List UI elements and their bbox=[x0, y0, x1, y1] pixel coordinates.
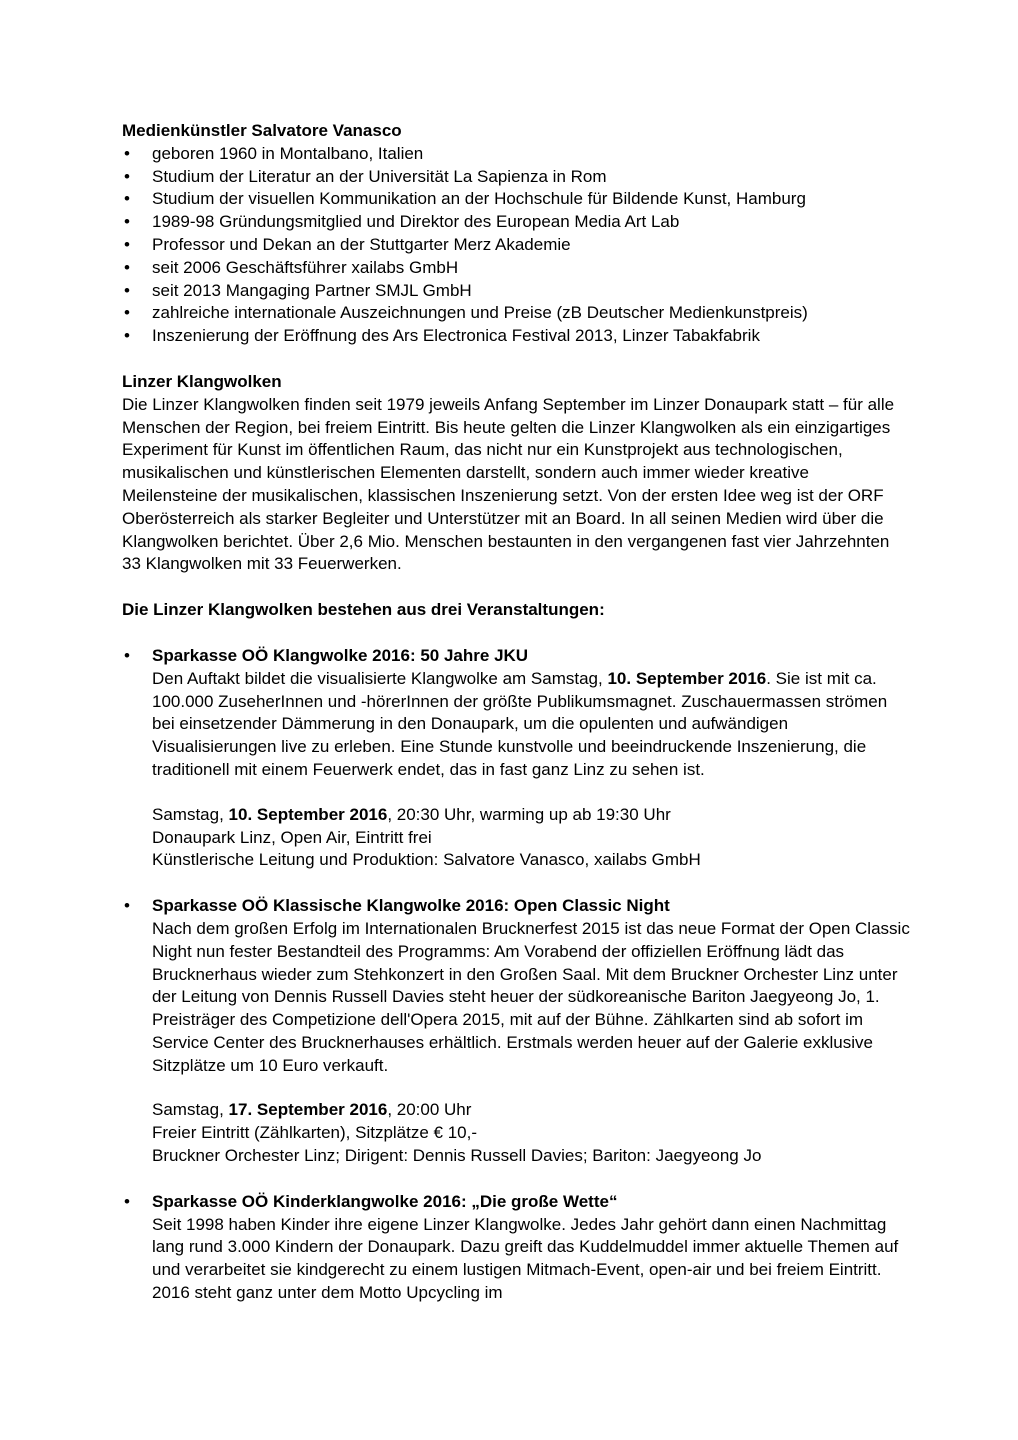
bullet-icon: • bbox=[124, 189, 130, 209]
bullet-icon: • bbox=[124, 212, 130, 232]
list-item bbox=[122, 302, 912, 325]
event-title: Sparkasse OÖ Klangwolke 2016: 50 Jahre JKU bbox=[152, 645, 529, 665]
list-item-text: seit 2013 Mangaging Partner SMJL GmbH bbox=[152, 280, 472, 300]
list-item-text: geboren 1960 in Montalbano, Italien bbox=[152, 143, 424, 163]
bullet-icon: • bbox=[124, 234, 130, 254]
list-item bbox=[122, 325, 912, 348]
list-item-text: Inszenierung der Eröffnung des Ars Electronica Festival 2013, Linzer Tabakfabrik bbox=[152, 326, 760, 346]
event-klassische-klangwolke bbox=[122, 895, 912, 1168]
list-item bbox=[122, 257, 912, 280]
klangwolken-paragraph: Die Linzer Klangwolken finden seit 1979 jeweils Anfang September im Linzer Donaupark statt – für alle Menschen der Region, bei freiem Eintritt. Bis heute gelten die Linzer Klangwolken als ein einzigartiges Experiment für Kunst im öffentlichen Raum, das nicht nur ein Kunstprojekt aus technologischen, musikalischen und künstlerischen Elementen darstellt, sondern auch immer wieder kreative Meilensteine der musikalischen, klassischen Inszenierung setzt. Von der ersten Idee weg ist der ORF Oberösterreich als starker Begleiter und Unterstützer mit an Board. In all seinen Medien wird über die Klangwolken berichtet. Über 2,6 Mio. Menschen bestaunten in den vergangenen fast vier Jahrzehnten 33 Klangwolken mit 33 Feuerwerken. bbox=[122, 394, 895, 574]
bullet-icon: • bbox=[124, 326, 130, 346]
bullet-icon: • bbox=[124, 303, 130, 323]
event-date-line: Samstag, 10. September 2016, 20:30 Uhr, warming up ab 19:30 Uhr bbox=[152, 804, 671, 824]
event-date-line: Samstag, 17. September 2016, 20:00 Uhr bbox=[152, 1100, 472, 1120]
event-details bbox=[152, 804, 912, 872]
bullet-icon: • bbox=[124, 645, 130, 665]
events-heading: Die Linzer Klangwolken bestehen aus drei Veranstaltungen: bbox=[122, 600, 605, 620]
event-date-bold: 10. September 2016 bbox=[607, 668, 767, 688]
event-title: Sparkasse OÖ Kinderklangwolke 2016: „Die große Wette“ bbox=[152, 1191, 618, 1211]
list-item-text: Professor und Dekan an der Stuttgarter Merz Akademie bbox=[152, 234, 571, 254]
event-admission-line: Freier Eintritt (Zählkarten), Sitzplätze € 10,- bbox=[152, 1123, 478, 1143]
bullet-icon: • bbox=[124, 896, 130, 916]
event-description: Seit 1998 haben Kinder ihre eigene Linzer Klangwolke. Jedes Jahr gehört dann einen Nachmittag lang rund 3.000 Kindern der Donaupark. Dazu greift das Kuddelmuddel immer aktuelle Themen auf und verarbeitet sie kindgerecht zu einem lustigen Mitmach-Event, open-air und bei freiem Eintritt. 2016 steht ganz unter dem Motto Upcycling im bbox=[152, 1214, 899, 1303]
event-klangwolke bbox=[122, 645, 912, 872]
event-credits-line: Künstlerische Leitung und Produktion: Salvatore Vanasco, xailabs GmbH bbox=[152, 850, 701, 870]
document-page bbox=[122, 120, 912, 1305]
event-description: Den Auftakt bildet die visualisierte Klangwolke am Samstag, 10. September 2016. Sie ist mit ca. 100.000 ZuseherInnen und -hörerInnen der größte Publikumsmagnet. Zuschauermassen strömen bei einsetzender Dämmerung in den Donaupark, um die opulenten und aufwändigen Visualisierungen live zu erleben. Eine Stunde kunstvolle und beeindruckende Inszenierung, die traditionell mit einem Feuerwerk endet, das in fast ganz Linz zu sehen ist. bbox=[152, 668, 888, 779]
list-item bbox=[122, 143, 912, 166]
list-item-text: seit 2006 Geschäftsführer xailabs GmbH bbox=[152, 257, 459, 277]
event-location-line: Donaupark Linz, Open Air, Eintritt frei bbox=[152, 827, 432, 847]
bullet-icon: • bbox=[124, 257, 130, 277]
list-item-text: zahlreiche internationale Auszeichnungen und Preise (zB Deutscher Medienkunstpreis) bbox=[152, 303, 808, 323]
bullet-icon: • bbox=[124, 166, 130, 186]
event-details bbox=[152, 1099, 912, 1167]
list-item bbox=[122, 280, 912, 303]
list-item bbox=[122, 188, 912, 211]
list-item bbox=[122, 166, 912, 189]
artist-heading: Medienkünstler Salvatore Vanasco bbox=[122, 121, 402, 140]
artist-bio-list bbox=[122, 143, 912, 348]
list-item-text: Studium der Literatur an der Universität La Sapienza in Rom bbox=[152, 166, 607, 186]
bullet-icon: • bbox=[124, 1191, 130, 1211]
list-item-text: 1989-98 Gründungsmitglied und Direktor des European Media Art Lab bbox=[152, 212, 680, 232]
bullet-icon: • bbox=[124, 143, 130, 163]
bullet-icon: • bbox=[124, 280, 130, 300]
event-kinderklangwolke bbox=[122, 1191, 912, 1305]
event-title: Sparkasse OÖ Klassische Klangwolke 2016: Open Classic Night bbox=[152, 896, 670, 916]
event-description: Nach dem großen Erfolg im Internationalen Brucknerfest 2015 ist das neue Format der Open Classic Night nun fester Bestandteil des Programms: Am Vorabend der offiziellen Eröffnung lädt das Brucknerhaus wieder zum Stehkonzert in den Großen Saal. Mit dem Bruckner Orchester Linz unter der Leitung von Dennis Russell Davies steht heuer der südkoreanische Bariton Jaegyeong Jo, 1. Preisträger des Competizione dell'Opera 2015, mit auf der Bühne. Zählkarten sind ab sofort im Service Center des Brucknerhauses erhältlich. Erstmals werden heuer auf der Galerie exklusive Sitzplätze um 10 Euro verkauft. bbox=[152, 918, 910, 1075]
list-item bbox=[122, 234, 912, 257]
list-item-text: Studium der visuellen Kommunikation an der Hochschule für Bildende Kunst, Hamburg bbox=[152, 189, 806, 209]
klangwolken-heading: Linzer Klangwolken bbox=[122, 371, 282, 391]
event-credits-line: Bruckner Orchester Linz; Dirigent: Dennis Russell Davies; Bariton: Jaegyeong Jo bbox=[152, 1146, 762, 1166]
list-item bbox=[122, 211, 912, 234]
